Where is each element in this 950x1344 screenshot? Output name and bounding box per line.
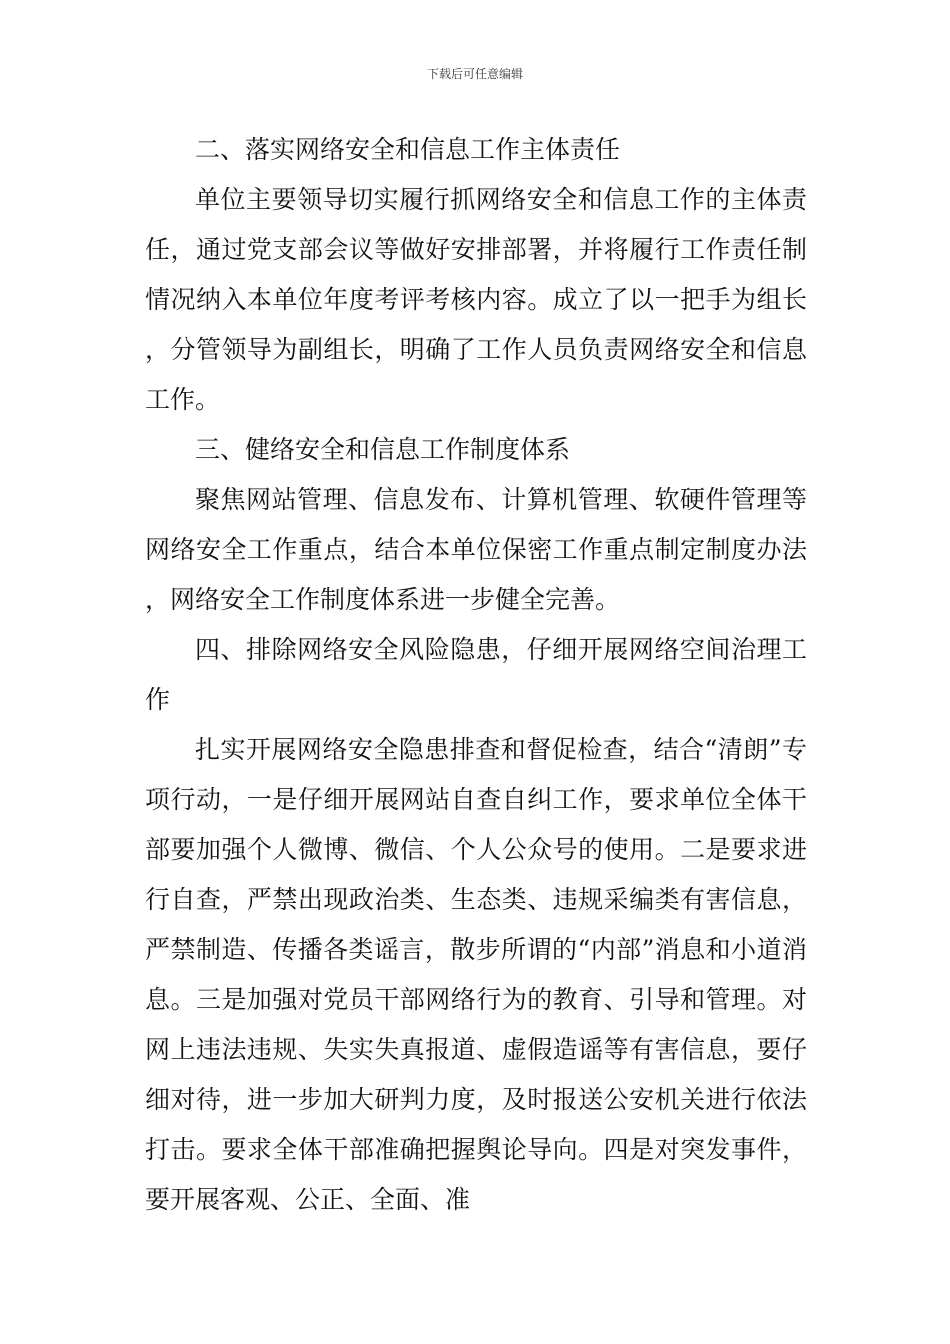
document-body [145, 125, 807, 1225]
section-heading-2: 二、落实网络安全和信息工作主体责任 [195, 135, 621, 164]
paragraph-responsibility: 单位主要领导切实履行抓网络安全和信息工作的主体责任，通过党支部会议等做好安排部署，并将履行工作责任制情况纳入本单位年度考评考核内容。成立了以一把手为组长，分管领导为副组长，明确了工作人员负责网络安全和信息工作。 [145, 185, 807, 414]
paragraph-risk-check: 扎实开展网络安全隐患排查和督促检查，结合“清朗”专项行动，一是仔细开展网站自查自纠工作，要求单位全体干部要加强个人微博、微信、个人公众号的使用。二是要求进行自查，严禁出现政治类、生态类、违规采编类有害信息，严禁制造、传播各类谣言，散步所谓的“内部”消息和小道消息。三是加强对党员干部网络行为的教育、引导和管理。对网上违法违规、失实失真报道、虚假造谣等有害信息，要仔细对待，进一步加大研判力度，及时报送公安机关进行依法打击。要求全体干部准确把握舆论导向。四是对突发事件，要开展客观、公正、全面、准 [145, 735, 807, 1214]
header-note: 下载后可任意编辑 [426, 67, 523, 81]
section-heading-4: 四、排除网络安全风险隐患，仔细开展网络空间治理工作 [145, 635, 807, 714]
paragraph-system: 聚焦网站管理、信息发布、计算机管理、软硬件管理等网络安全工作重点，结合本单位保密工作重点制定制度办法，网络安全工作制度体系进一步健全完善。 [145, 485, 807, 614]
section-heading-3: 三、健络安全和信息工作制度体系 [195, 435, 571, 464]
